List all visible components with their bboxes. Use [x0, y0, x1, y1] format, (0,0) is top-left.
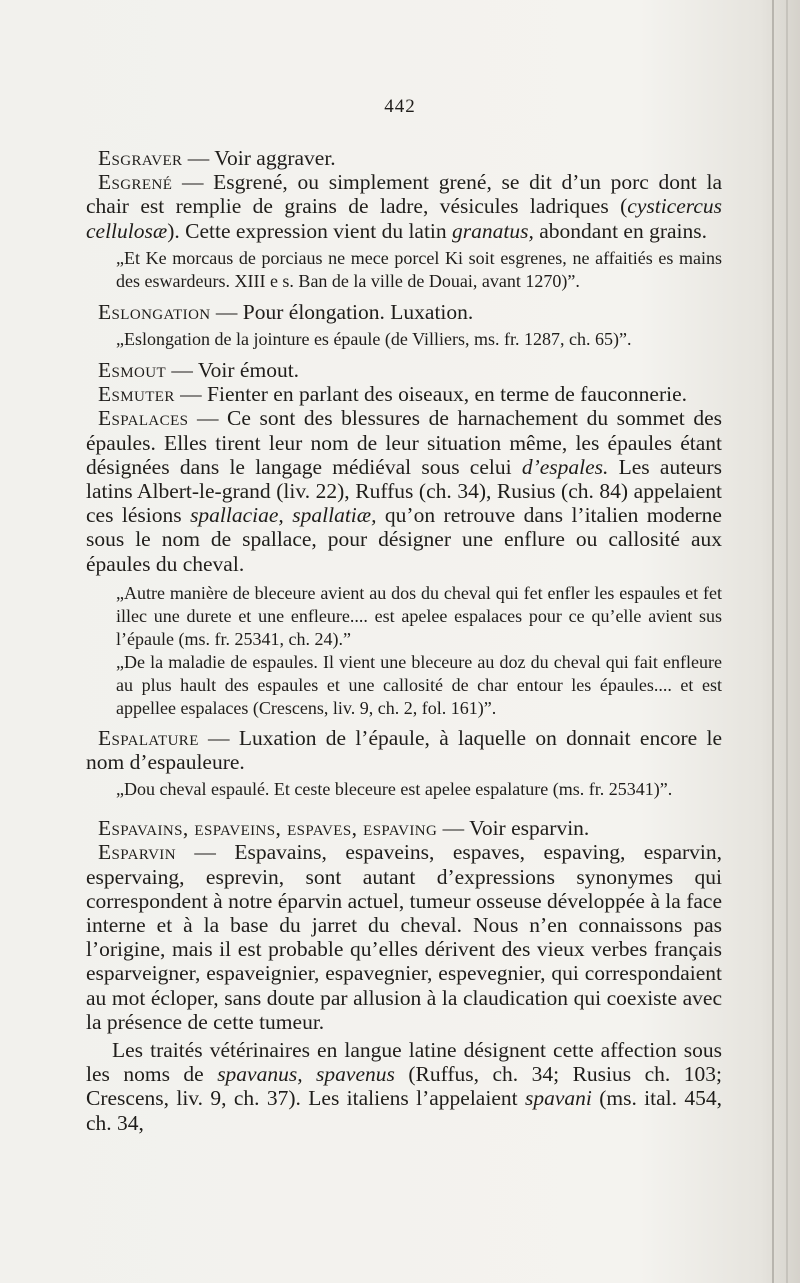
- entry-eslongation: [86, 300, 722, 324]
- entry-term: Esgraver: [98, 146, 183, 170]
- entry-text: ). Cette expression vient du latin: [167, 218, 453, 243]
- italic-term: spallaciae, spallatiæ,: [190, 503, 377, 528]
- entry-esgrene: [86, 170, 722, 243]
- entry-text: — Ce sont des blessures de harnachement du sommet des épaules. Elles tirent leur nom de leur situation même, les épaules étant désignées dans le langage médiéval sous celui: [86, 406, 722, 479]
- quote-block-espalaces: [116, 582, 722, 720]
- quote-esgrene: „Et Ke morcaus de porciaus ne mece porcel Ki soit esgrenes, ne affaitiés es mains des eswardeurs. XIII e s. Ban de la ville de Douai, avant 1270)”.: [116, 247, 722, 291]
- entry-esparvin: [86, 840, 722, 1034]
- entry-text: — Voir aggraver.: [182, 146, 336, 170]
- entry-text: Les auteurs latins Albert-le-grand (liv. 22), Ruffus (ch. 34), Rusius (ch. 84) appelaient ces lésions: [86, 454, 722, 528]
- entry-term: Esparvin: [98, 840, 176, 865]
- entry-term: Espavains, espaveins, espaves, espaving: [98, 816, 438, 841]
- page-number: 442: [384, 96, 416, 117]
- para-text: Les traités vétérinaires en langue latine désignent cette affection sous les noms de: [86, 1038, 722, 1087]
- entry-term: Esmout: [98, 358, 167, 383]
- entry-term: Espalature: [98, 725, 199, 750]
- para-text: (Ruffus, ch. 34; Rusius ch. 103; Crescens, liv. 9, ch. 37). Les italiens l’appelaient: [86, 1062, 722, 1111]
- entry-esgraver: [86, 146, 722, 170]
- quote-espalaces-1: „Autre manière de bleceure avient au dos du cheval qui fet enfler les espaules et fet illec une durete et une enfleure.... est apelee espalaces pour ce qu’elle avient sus l’épaule (ms. fr. 25341, ch. 24).”: [116, 582, 722, 649]
- entry-text: — Esgrené, ou simplement grené, se dit d’un porc dont la chair est remplie de grains de ladre, vésicules ladriques (: [86, 170, 722, 219]
- entry-text: — Luxation de l’épaule, à laquelle on donnait encore le nom d’espauleure.: [86, 725, 722, 775]
- entry-text: — Espavains, espaveins, espaves, espaving, esparvin, espervaing, esprevin, sont autant d’expressions synonymes qui correspondent à notre éparvin actuel, tumeur osseuse développée à la face interne et à la base du jarret du cheval. Nous n’en connaissons pas l’origine, mais il est probable qu’elles dérivent des vieux verbes français esparveigner, espaveignier, espavegnier, espevegnier, qui correspondaient au mot écloper, sans doute par allusion à la claudication qui coexiste avec la présence de cette tumeur.: [86, 840, 722, 1034]
- entry-esmout: [86, 358, 722, 382]
- entry-espalature: [86, 726, 722, 774]
- paragraph-esparvin-2: [86, 1038, 722, 1135]
- entry-term: Esgrené: [98, 170, 173, 195]
- entry-text: — Voir esparvin.: [437, 816, 590, 841]
- entry-espavains: [86, 816, 722, 840]
- spacer: [86, 808, 722, 816]
- para-text: (ms. ital. 454, ch. 34,: [86, 1086, 722, 1135]
- entry-esmuter: [86, 382, 722, 406]
- entry-text: — Pour élongation. Luxation.: [210, 299, 474, 324]
- italic-term: d’espales.: [521, 454, 609, 479]
- italic-term: granatus,: [452, 218, 534, 243]
- entry-term: Espalaces: [98, 406, 189, 431]
- entry-text: — Voir émout.: [166, 358, 300, 383]
- quote-espalature: „Dou cheval espaulé. Et ceste bleceure est apelee espalature (ms. fr. 25341)”.: [116, 779, 673, 800]
- entry-term: Esmuter: [98, 382, 175, 407]
- entry-text: qu’on retrouve dans l’italien moderne sous le nom de spallace, pour désigner une enflure ou callosité aux épaules du cheval.: [86, 503, 722, 576]
- page-edge: [786, 0, 788, 1283]
- quote-espalaces-2: „De la maladie de espaules. Il vient une bleceure au doz du cheval qui fait enfleure au plus hault des espaules et une callosité de char entour les épaules.... et est appellee espalaces (Crescens, liv. 9, ch. 2, fol. 161)”.: [116, 651, 722, 718]
- entry-term: Eslongation: [98, 299, 211, 324]
- italic-term: cysticercus cellulosæ: [86, 194, 722, 243]
- entry-text: abondant en grains.: [533, 218, 708, 243]
- entry-espalaces: [86, 406, 722, 575]
- entry-text: — Fienter en parlant des oiseaux, en terme de fauconnerie.: [174, 382, 687, 407]
- italic-term: spavani: [524, 1086, 592, 1111]
- page-body: [86, 146, 722, 1135]
- italic-term: spavanus, spavenus: [217, 1062, 395, 1087]
- page-edge: [772, 0, 774, 1283]
- quote-eslongation: „Eslongation de la jointure es épaule (de Villiers, ms. fr. 1287, ch. 65)”.: [116, 329, 632, 350]
